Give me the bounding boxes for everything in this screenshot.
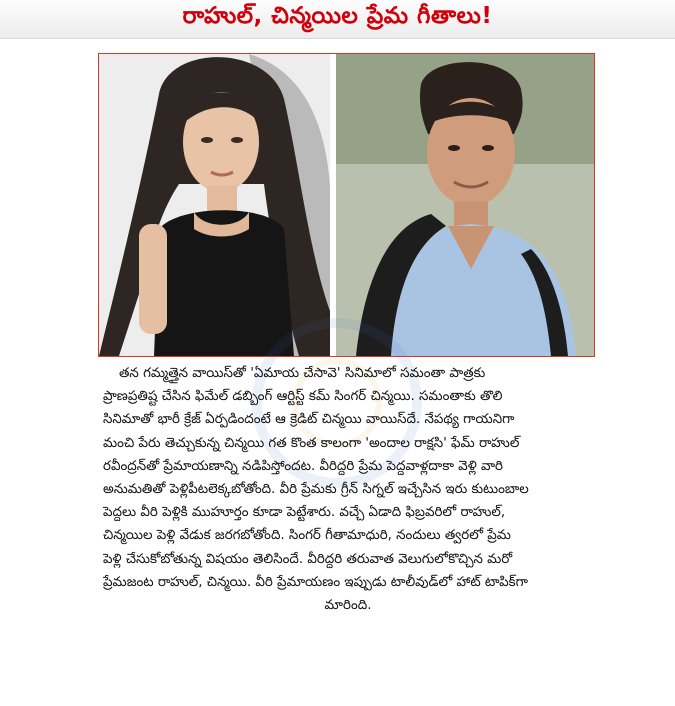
headline-bar bbox=[0, 0, 675, 39]
article-line: పెళ్లి చేసుకోబోతున్న విషయం తెలిసిందే. వీరిద్దరి తరువాత వెలుగులోకొచ్చిన మరో bbox=[103, 551, 513, 567]
article-body bbox=[103, 362, 593, 617]
photo-divider bbox=[330, 54, 333, 356]
article-line: పెద్దలు వీరి పెళ్లికి ముహూర్తం కూడా పెట్టేశారు. వచ్చే ఏడాది ఫిబ్రవరిలో రాహుల్, bbox=[103, 505, 506, 521]
article-line: సినిమాతో భారీ క్రేజ్ ఏర్పడిందంటే ఆ క్రెడిట్ చిన్మయి వాయిస్‌దే. నేపథ్య గాయనిగా bbox=[103, 412, 515, 428]
article-line: చిన్మయిల పెళ్లి వేడుక జరగబోతోంది. సింగర్ గీతామాధురి, నందులు త్వరలో ప్రేమ bbox=[103, 528, 511, 544]
photo-collage bbox=[98, 53, 595, 357]
headline: రాహుల్, చిన్మయిల ప్రేమ గీతాలు! bbox=[182, 3, 493, 29]
article-line: మంచి పేరు తెచ్చుకున్న చిన్మయి గత కొంత కాలంగా 'అందాల రాక్షసి' ఫేమ్ రాహుల్ bbox=[103, 435, 520, 451]
article-line: ప్రేమజంట రాహుల్, చిన్మయి. వీరి ప్రేమాయణం ఇప్పుడు టాలీవుడ్‌లో హాట్ టాపిక్‌గా bbox=[103, 574, 528, 590]
article-line: అనుమతితో పెళ్లిపీటలెక్కబోతోంది. వీరి ప్రేమకు గ్రీన్ సిగ్నల్ ఇచ్చేసిన ఇరు కుటుంబాల bbox=[103, 482, 529, 498]
photo-chinmayi bbox=[99, 54, 330, 356]
photo-rahul bbox=[336, 54, 594, 356]
article-line: రవీంద్రన్‌తో ప్రేమాయణాన్ని నడిపిస్తోందట. వీరిద్దరి ప్రేమ పెద్దవాళ్లదాకా వెళ్లి వారి bbox=[103, 458, 503, 474]
article-line: తన గమ్మత్తైన వాయిస్‌తో 'ఏమాయ చేసావె' సినిమాలో సమంతా పాత్రకు bbox=[119, 366, 486, 381]
portrait-man bbox=[336, 54, 594, 356]
portrait-woman bbox=[99, 54, 330, 356]
article-line: మారింది. bbox=[324, 598, 372, 614]
article-line: ప్రాణప్రతిష్ట చేసిన ఫిమేల్ డబ్బింగ్ ఆర్టిస్ట్ కమ్ సింగర్ చిన్మయి. సమంతాకు తొలి bbox=[103, 389, 503, 405]
